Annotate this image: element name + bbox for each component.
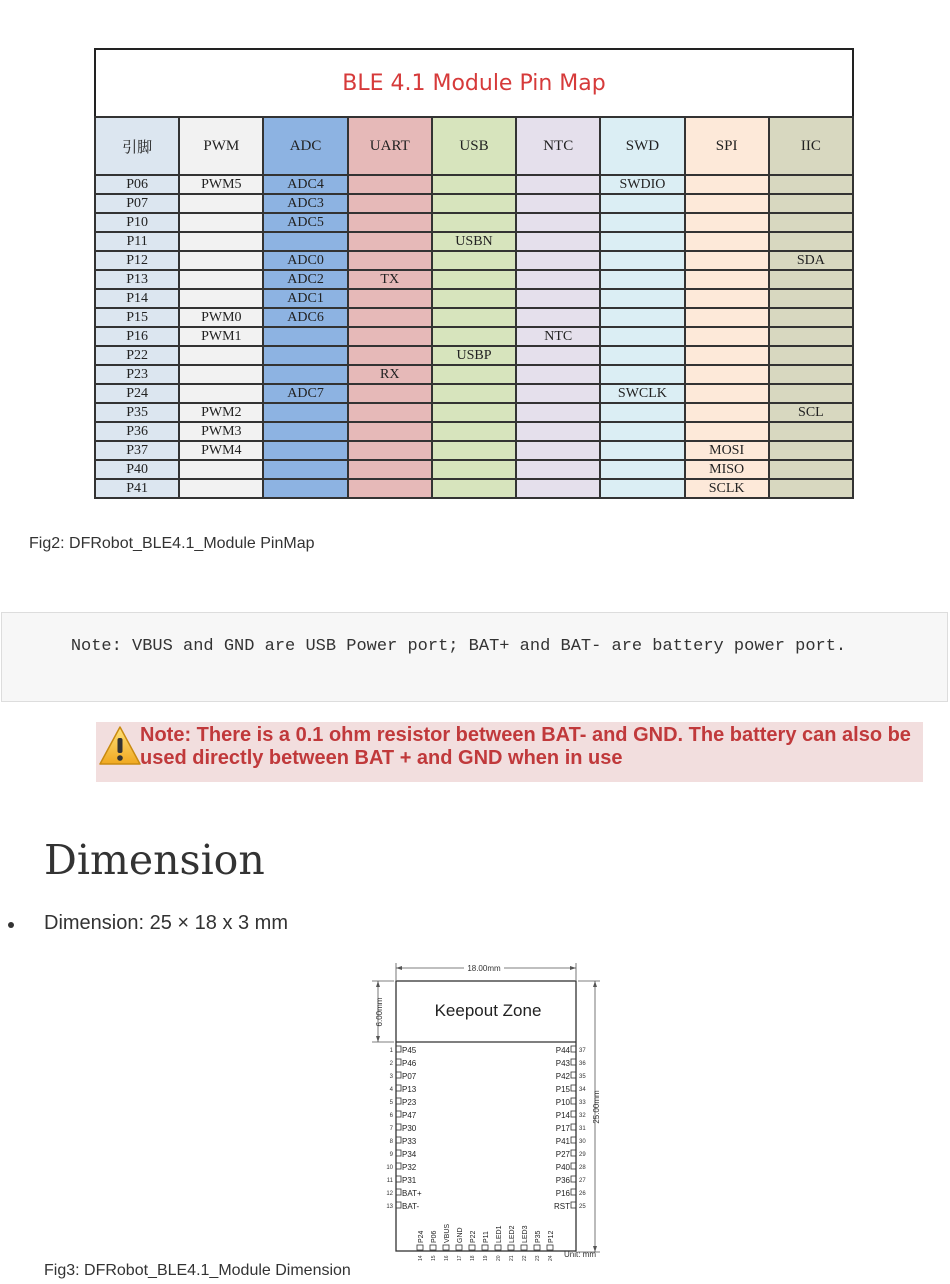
- pin-function-cell: [432, 327, 516, 346]
- dimension-list-item: [0, 912, 288, 935]
- pin-name-cell: P06: [95, 175, 179, 194]
- pin-map-header-cell: SPI: [685, 117, 769, 175]
- pin-function-cell: [769, 441, 853, 460]
- pin-function-cell: [432, 194, 516, 213]
- pin-function-cell: [432, 384, 516, 403]
- pin-function-cell: USBN: [432, 232, 516, 251]
- pin-function-cell: [432, 251, 516, 270]
- pin-map-header-cell: 引脚: [95, 117, 179, 175]
- code-note-text: Note: VBUS and GND are USB Power port; BAT+ and BAT- are battery power port.: [30, 637, 847, 656]
- pin-label: P46: [402, 1059, 417, 1068]
- dimension-list: [0, 912, 288, 935]
- pin-number: 21: [509, 1255, 515, 1261]
- pin-function-cell: [432, 308, 516, 327]
- pin-function-cell: PWM0: [179, 308, 263, 327]
- pin-function-cell: [263, 460, 347, 479]
- table-row: [95, 479, 853, 498]
- pin-function-cell: [516, 365, 600, 384]
- pin-function-cell: [432, 175, 516, 194]
- pin-label: P35: [535, 1230, 542, 1243]
- pin-function-cell: [685, 251, 769, 270]
- pin-number: 23: [535, 1255, 541, 1261]
- pin-function-cell: [516, 403, 600, 422]
- pin-function-cell: [348, 479, 432, 498]
- pin-number: 2: [389, 1061, 393, 1067]
- pin-number: 14: [418, 1255, 424, 1261]
- fig3-caption: Fig3: DFRobot_BLE4.1_Module Dimension: [44, 1262, 351, 1279]
- pin-label: P14: [555, 1111, 570, 1120]
- dimension-list-item-text: Dimension: 25 × 18 x 3 mm: [44, 912, 288, 934]
- pin-function-cell: MISO: [685, 460, 769, 479]
- pin-function-cell: [348, 384, 432, 403]
- table-row: [95, 270, 853, 289]
- pin-number: 8: [389, 1139, 393, 1145]
- pin-name-cell: P13: [95, 270, 179, 289]
- pin-label: P47: [402, 1111, 417, 1120]
- pin-function-cell: [516, 232, 600, 251]
- pin-function-cell: [769, 460, 853, 479]
- pin-name-cell: P12: [95, 251, 179, 270]
- pin-label: P22: [470, 1230, 477, 1243]
- pin-map-header-cell: IIC: [769, 117, 853, 175]
- pin-map-header-cell: USB: [432, 117, 516, 175]
- pin-function-cell: [263, 346, 347, 365]
- bullet-icon: [8, 922, 14, 928]
- pin-label: GND: [457, 1227, 464, 1243]
- pin-function-cell: [179, 213, 263, 232]
- table-row: [95, 460, 853, 479]
- pin-label: BAT+: [402, 1189, 422, 1198]
- pin-number: 33: [579, 1100, 586, 1106]
- pin-function-cell: [432, 289, 516, 308]
- pin-label: VBUS: [444, 1223, 451, 1243]
- pin-number: 12: [386, 1191, 393, 1197]
- pin-function-cell: [600, 346, 684, 365]
- pin-function-cell: MOSI: [685, 441, 769, 460]
- pin-function-cell: [600, 213, 684, 232]
- pin-function-cell: [179, 346, 263, 365]
- pin-name-cell: P07: [95, 194, 179, 213]
- pin-function-cell: ADC3: [263, 194, 347, 213]
- pin-function-cell: [179, 232, 263, 251]
- pin-function-cell: [348, 289, 432, 308]
- pin-number: 9: [389, 1152, 393, 1158]
- module-outline: [396, 981, 576, 1251]
- warning-triangle-icon: [98, 724, 142, 768]
- pin-function-cell: SCL: [769, 403, 853, 422]
- pin-function-cell: [769, 384, 853, 403]
- pin-function-cell: TX: [348, 270, 432, 289]
- pin-name-cell: P15: [95, 308, 179, 327]
- pin-function-cell: [432, 403, 516, 422]
- width-dimension-label: 18.00mm: [467, 964, 501, 973]
- pin-number: 30: [579, 1139, 586, 1145]
- pin-map-title-box: [94, 48, 854, 116]
- pin-function-cell: [685, 403, 769, 422]
- pin-number: 19: [483, 1255, 489, 1261]
- table-row: [95, 232, 853, 251]
- pin-function-cell: [600, 422, 684, 441]
- pin-function-cell: [432, 270, 516, 289]
- pin-function-cell: [432, 365, 516, 384]
- pin-number: 7: [389, 1126, 393, 1132]
- table-row: [95, 365, 853, 384]
- pin-number: 3: [389, 1074, 393, 1080]
- pin-function-cell: [516, 384, 600, 403]
- table-row: [95, 384, 853, 403]
- pin-number: 18: [470, 1255, 476, 1261]
- pin-function-cell: [769, 289, 853, 308]
- pin-number: 36: [579, 1061, 586, 1067]
- pin-function-cell: [432, 441, 516, 460]
- pin-number: 26: [579, 1191, 586, 1197]
- keepout-zone-label: Keepout Zone: [434, 1001, 542, 1020]
- pin-function-cell: NTC: [516, 327, 600, 346]
- pin-function-cell: [263, 422, 347, 441]
- pin-function-cell: [348, 213, 432, 232]
- pin-label: P40: [555, 1163, 570, 1172]
- pin-function-cell: [516, 213, 600, 232]
- pin-function-cell: ADC2: [263, 270, 347, 289]
- pin-function-cell: [263, 365, 347, 384]
- pin-function-cell: ADC7: [263, 384, 347, 403]
- pin-label: P10: [555, 1098, 570, 1107]
- unit-label: Unit: mm: [564, 1250, 596, 1259]
- pin-function-cell: RX: [348, 365, 432, 384]
- pin-function-cell: ADC0: [263, 251, 347, 270]
- warning-text: Note: There is a 0.1 ohm resistor between BAT- and GND. The battery can also be used directly between BAT + and GND when in use: [140, 724, 911, 769]
- pin-label: P43: [555, 1059, 570, 1068]
- pin-function-cell: SWCLK: [600, 384, 684, 403]
- pin-function-cell: [685, 308, 769, 327]
- pin-function-cell: PWM1: [179, 327, 263, 346]
- pin-function-cell: [179, 460, 263, 479]
- pin-function-cell: [348, 175, 432, 194]
- pin-function-cell: [600, 289, 684, 308]
- table-row: [95, 327, 853, 346]
- pin-number: 31: [579, 1126, 586, 1132]
- table-row: [95, 308, 853, 327]
- pin-label: P27: [555, 1150, 570, 1159]
- pin-function-cell: [769, 327, 853, 346]
- pin-function-cell: [179, 479, 263, 498]
- pin-number: 27: [579, 1178, 586, 1184]
- pin-function-cell: [685, 327, 769, 346]
- pin-label: P13: [402, 1085, 417, 1094]
- table-row: [95, 346, 853, 365]
- pin-map-header-cell: UART: [348, 117, 432, 175]
- table-row: [95, 175, 853, 194]
- pin-label: P31: [402, 1176, 417, 1185]
- pin-function-cell: [263, 327, 347, 346]
- pin-name-cell: P23: [95, 365, 179, 384]
- pin-label: P12: [548, 1230, 555, 1243]
- pin-function-cell: [516, 270, 600, 289]
- pin-function-cell: [179, 270, 263, 289]
- table-row: [95, 194, 853, 213]
- pin-function-cell: [769, 270, 853, 289]
- table-row: [95, 289, 853, 308]
- pin-function-cell: [516, 289, 600, 308]
- pin-label: P36: [555, 1176, 570, 1185]
- pin-function-cell: [769, 175, 853, 194]
- pin-function-cell: [263, 479, 347, 498]
- pin-name-cell: P35: [95, 403, 179, 422]
- pin-function-cell: [685, 194, 769, 213]
- pin-map-header-row: [95, 117, 853, 175]
- pin-function-cell: ADC5: [263, 213, 347, 232]
- pin-function-cell: [516, 346, 600, 365]
- pin-function-cell: [769, 479, 853, 498]
- table-row: [95, 441, 853, 460]
- pin-function-cell: [348, 441, 432, 460]
- pin-number: 5: [389, 1100, 393, 1106]
- pin-function-cell: [769, 365, 853, 384]
- pin-number: 28: [579, 1165, 586, 1171]
- pin-number: 25: [579, 1204, 586, 1210]
- pin-function-cell: ADC4: [263, 175, 347, 194]
- pin-name-cell: P14: [95, 289, 179, 308]
- pin-function-cell: [348, 327, 432, 346]
- warning-note: [96, 722, 923, 782]
- pin-name-cell: P40: [95, 460, 179, 479]
- pin-function-cell: [769, 194, 853, 213]
- pin-function-cell: [516, 308, 600, 327]
- pin-function-cell: [600, 327, 684, 346]
- pin-function-cell: [348, 251, 432, 270]
- pin-function-cell: [348, 346, 432, 365]
- pin-function-cell: [516, 479, 600, 498]
- pin-function-cell: [769, 422, 853, 441]
- pin-function-cell: [179, 289, 263, 308]
- pin-function-cell: [348, 194, 432, 213]
- pin-label: P11: [483, 1231, 490, 1243]
- pin-label: LED1: [496, 1225, 503, 1243]
- pin-function-cell: [685, 232, 769, 251]
- pin-function-cell: [348, 232, 432, 251]
- pin-number: 32: [579, 1113, 586, 1119]
- table-row: [95, 403, 853, 422]
- pin-label: BAT-: [402, 1202, 420, 1211]
- pin-number: 1: [389, 1048, 393, 1054]
- pin-label: LED3: [522, 1225, 529, 1243]
- pin-function-cell: [685, 346, 769, 365]
- pin-function-cell: [600, 441, 684, 460]
- pin-map-header-cell: ADC: [263, 117, 347, 175]
- table-row: [95, 213, 853, 232]
- code-block: [1, 612, 948, 702]
- pin-label: P15: [555, 1085, 570, 1094]
- pin-number: 20: [496, 1255, 502, 1261]
- pin-function-cell: [348, 308, 432, 327]
- pin-function-cell: [516, 175, 600, 194]
- pin-label: RST: [554, 1202, 570, 1211]
- pin-label: P44: [555, 1046, 570, 1055]
- pin-function-cell: [600, 232, 684, 251]
- pin-function-cell: [348, 422, 432, 441]
- pin-number: 16: [444, 1255, 450, 1261]
- pin-function-cell: [348, 403, 432, 422]
- pin-number: 37: [579, 1048, 586, 1054]
- pin-function-cell: [263, 232, 347, 251]
- pin-function-cell: [600, 460, 684, 479]
- pin-function-cell: ADC6: [263, 308, 347, 327]
- pin-function-cell: [600, 270, 684, 289]
- pin-function-cell: PWM4: [179, 441, 263, 460]
- pin-label: P07: [402, 1072, 417, 1081]
- pin-function-cell: [432, 479, 516, 498]
- height-dimension-label: 25.00mm: [592, 1090, 601, 1124]
- pin-function-cell: [516, 460, 600, 479]
- dimension-heading: Dimension: [44, 836, 265, 884]
- pin-function-cell: [179, 384, 263, 403]
- pin-number: 35: [579, 1074, 586, 1080]
- pin-name-cell: P24: [95, 384, 179, 403]
- pin-name-cell: P41: [95, 479, 179, 498]
- pin-function-cell: SCLK: [685, 479, 769, 498]
- pin-function-cell: [685, 270, 769, 289]
- pin-function-cell: [685, 289, 769, 308]
- pin-label: P06: [431, 1230, 438, 1243]
- pin-function-cell: [516, 441, 600, 460]
- pin-label: P24: [418, 1230, 425, 1243]
- pin-number: 6: [389, 1113, 393, 1119]
- pin-number: 17: [457, 1255, 463, 1261]
- pin-function-cell: [685, 422, 769, 441]
- pin-function-cell: [600, 403, 684, 422]
- pin-function-cell: [600, 479, 684, 498]
- pin-function-cell: [179, 251, 263, 270]
- pin-function-cell: [769, 213, 853, 232]
- table-row: [95, 251, 853, 270]
- pin-map-body: [95, 175, 853, 498]
- pin-map-header-cell: PWM: [179, 117, 263, 175]
- pin-number: 34: [579, 1087, 586, 1093]
- fig2-caption: Fig2: DFRobot_BLE4.1_Module PinMap: [29, 535, 315, 552]
- pin-number: 10: [386, 1165, 393, 1171]
- pin-number: 29: [579, 1152, 586, 1158]
- pin-function-cell: [685, 384, 769, 403]
- pin-function-cell: [600, 194, 684, 213]
- pin-function-cell: SWDIO: [600, 175, 684, 194]
- pin-label: P23: [402, 1098, 417, 1107]
- pin-function-cell: [432, 422, 516, 441]
- pin-number: 4: [389, 1087, 393, 1093]
- pin-function-cell: [685, 213, 769, 232]
- pin-function-cell: [179, 194, 263, 213]
- pin-function-cell: SDA: [769, 251, 853, 270]
- pin-function-cell: ADC1: [263, 289, 347, 308]
- pin-function-cell: [516, 422, 600, 441]
- pin-function-cell: [600, 308, 684, 327]
- pin-function-cell: [769, 308, 853, 327]
- pin-label: P17: [555, 1124, 570, 1133]
- pin-function-cell: PWM5: [179, 175, 263, 194]
- pin-name-cell: P22: [95, 346, 179, 365]
- pin-map-table: [94, 116, 854, 499]
- pin-number: 15: [431, 1255, 437, 1261]
- pin-number: 13: [386, 1204, 393, 1210]
- pin-function-cell: PWM2: [179, 403, 263, 422]
- pin-function-cell: [600, 365, 684, 384]
- table-row: [95, 422, 853, 441]
- pin-function-cell: [432, 213, 516, 232]
- pin-function-cell: [179, 365, 263, 384]
- pin-function-cell: USBP: [432, 346, 516, 365]
- pin-number: 22: [522, 1255, 528, 1261]
- pin-label: P45: [402, 1046, 417, 1055]
- pin-function-cell: [769, 232, 853, 251]
- pin-name-cell: P10: [95, 213, 179, 232]
- pin-function-cell: [432, 460, 516, 479]
- pin-label: P32: [402, 1163, 417, 1172]
- pin-name-cell: P16: [95, 327, 179, 346]
- pin-label: P16: [555, 1189, 570, 1198]
- pin-label: P42: [555, 1072, 570, 1081]
- pin-map-title: BLE 4.1 Module Pin Map: [342, 70, 606, 96]
- pin-name-cell: P37: [95, 441, 179, 460]
- pin-function-cell: [685, 365, 769, 384]
- keepout-height-label: 6.00mm: [375, 997, 384, 1027]
- pin-function-cell: PWM3: [179, 422, 263, 441]
- pin-function-cell: [600, 251, 684, 270]
- pin-function-cell: [685, 175, 769, 194]
- pin-function-cell: [263, 441, 347, 460]
- pin-label: P41: [555, 1137, 570, 1146]
- pin-map-header-cell: SWD: [600, 117, 684, 175]
- pin-label: LED2: [509, 1225, 516, 1243]
- pin-label: P34: [402, 1150, 417, 1159]
- pin-number: 11: [386, 1178, 393, 1184]
- pin-function-cell: [348, 460, 432, 479]
- pin-function-cell: [516, 251, 600, 270]
- pin-name-cell: P11: [95, 232, 179, 251]
- pin-function-cell: [769, 346, 853, 365]
- pin-label: P33: [402, 1137, 417, 1146]
- module-dimension-drawing: [366, 962, 606, 1262]
- pin-function-cell: [263, 403, 347, 422]
- pin-map-header-cell: NTC: [516, 117, 600, 175]
- pin-function-cell: [516, 194, 600, 213]
- pin-label: P30: [402, 1124, 417, 1133]
- pin-map-figure: [94, 48, 854, 499]
- pin-number: 24: [548, 1255, 554, 1261]
- pin-name-cell: P36: [95, 422, 179, 441]
